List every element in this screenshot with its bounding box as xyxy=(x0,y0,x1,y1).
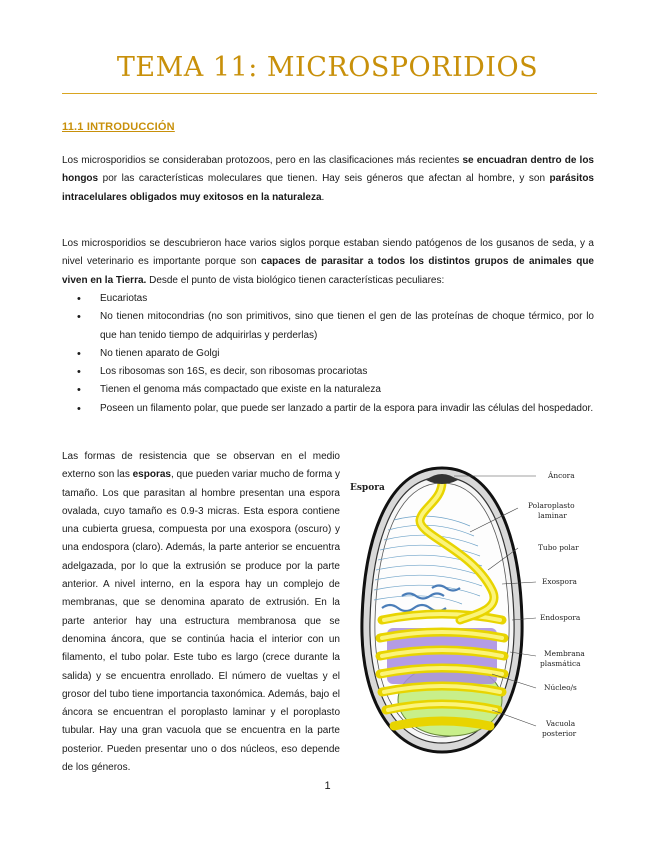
label-endospora: Endospora xyxy=(540,613,581,622)
characteristics-list xyxy=(62,290,594,418)
page-title: TEMA 11: MICROSPORIDIOS xyxy=(116,52,539,83)
label-vacuola: Vacuola xyxy=(546,719,576,728)
title-underline xyxy=(62,93,597,94)
label-plasmatica: plasmática xyxy=(540,659,581,668)
label-membrana: Membrana xyxy=(544,649,585,658)
label-polaroplasto-laminar: laminar xyxy=(538,511,567,520)
list-item: • Los ribosomas son 16S, es decir, son ribosomas procariotas xyxy=(62,363,594,381)
label-exospora: Exospora xyxy=(542,577,577,586)
figure-title: Espora xyxy=(350,483,385,493)
page-number: 1 xyxy=(324,780,331,792)
label-tubo-polar: Tubo polar xyxy=(538,543,579,552)
list-item: • Eucariotas xyxy=(62,290,594,308)
label-polaroplasto: Polaroplasto xyxy=(528,501,575,510)
section-heading: 11.1 INTRODUCCIÓN xyxy=(62,121,175,133)
list-item: • Poseen un filamento polar, que puede ser lanzado a partir de la espora para invadir las células del hospedador. xyxy=(62,400,594,418)
list-item: • No tienen mitocondrias (no son primitivos, sino que tienen el gen de las proteínas de choque térmico, por lo que han tenido tiempo de adquirirlas y perderlas) xyxy=(62,308,594,345)
spore-diagram xyxy=(342,460,596,762)
list-item: • Tienen el genoma más compactado que existe en la naturaleza xyxy=(62,381,594,399)
list-item: • No tienen aparato de Golgi xyxy=(62,345,594,363)
paragraph-intro: Los microsporidios se consideraban protozoos, pero en las clasificaciones más recientes se encuadran dentro de los hongos por las características moleculares que tienen. Hay seis géneros que afectan al hombre, y son parásitos intracelulares obligados muy exitosos en la naturaleza. xyxy=(62,155,594,203)
label-nucleo: Núcleo/s xyxy=(544,683,577,692)
paragraph-spores: Las formas de resistencia que se observan en el medio externo son las esporas, que pueden variar mucho de forma y tamaño. Los que parasitan al hombre presentan una espora ovalada, cuyo tamaño es 0.9-3 micras. Esta espora contiene una cubierta gruesa, compuesta por una exospora (oscuro) y una endospora (claro). Además, la parte anterior se encuentra adelgazada, por lo que la extrusión se produce por la parte anterior. A nivel interno, en la espora hay un complejo de membranas, que se denomina aparato de extrusión. En la parte anterior hay una estructura membranosa que se denomina áncora, que se continúa hacia el interior con un filamento, el tubo polar. Este tubo es largo (crece durante la salida) y se encuentra enrollado. El número de vueltas y el grosor del tubo tiene importancia taxonómica. Además, bajo el áncora se encuentran el poroplasto laminar y el poroplasto tubular. Hay una gran vacuola que se encuentra en la parte posterior. Pueden presentar uno o dos núcleos, eso depende de los géneros. xyxy=(62,451,341,774)
paragraph-history: Los microsporidios se descubrieron hace varios siglos porque estaban siendo patógenos de los gusanos de seda, y a nivel veterinario es importante porque son capaces de parasitar a todos los distintos grupos de animales que viven en la Tierra. Desde el punto de vista biológico tienen características peculiares: xyxy=(62,238,594,286)
label-posterior: posterior xyxy=(542,729,577,738)
label-ancora: Áncora xyxy=(548,471,575,480)
